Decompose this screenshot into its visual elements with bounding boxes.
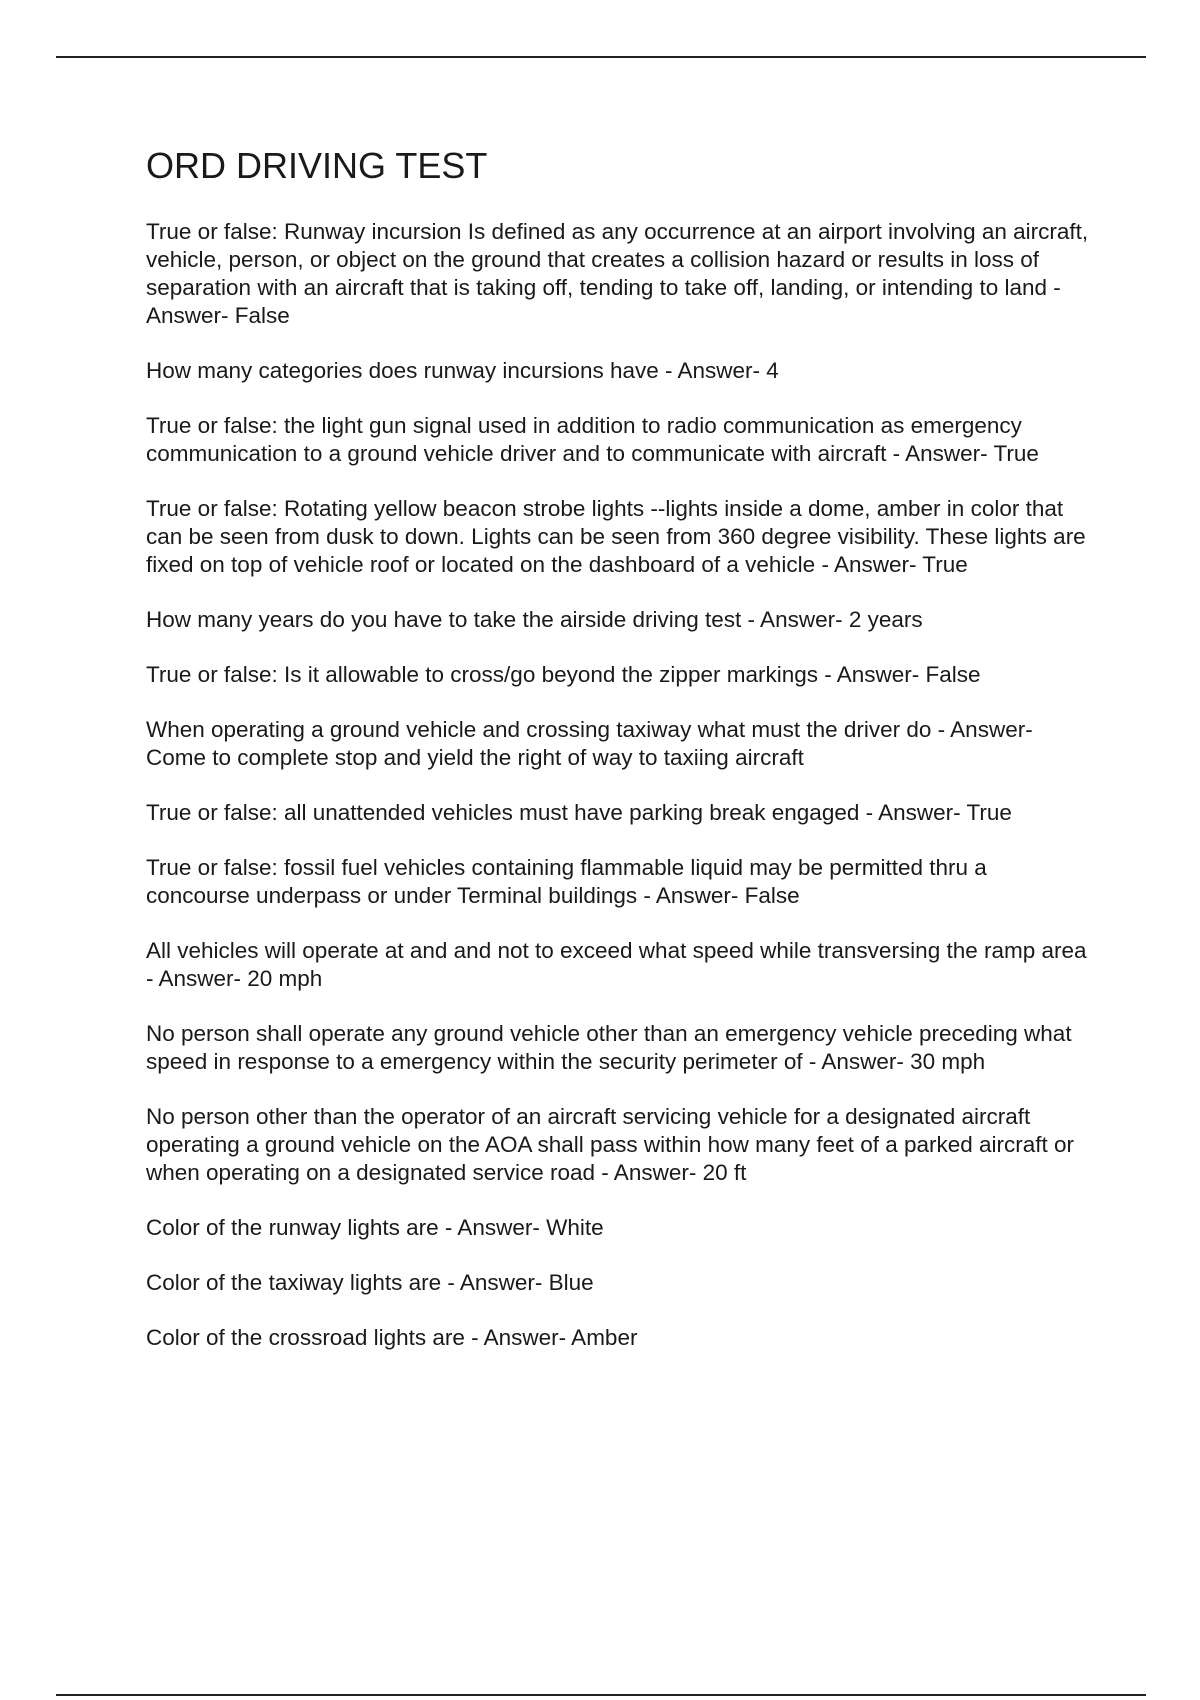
question-item: True or false: Rotating yellow beacon strobe lights --lights inside a dome, amber in color that can be seen from dusk to down. Lights can be seen from 360 degree visibility. These lights are fixed on top of vehicle roof or located on the dashboard of a vehicle - Answer- True	[146, 496, 1086, 577]
question-item: How many categories does runway incursions have - Answer- 4	[146, 358, 779, 383]
bottom-divider	[56, 1694, 1146, 1696]
question-item: True or false: fossil fuel vehicles containing flammable liquid may be permitted thru a concourse underpass or under Terminal buildings - Answer- False	[146, 855, 987, 908]
question-item: True or false: Is it allowable to cross/go beyond the zipper markings - Answer- False	[146, 662, 981, 687]
document-title: ORD DRIVING TEST	[146, 145, 488, 186]
question-item: True or false: Runway incursion Is defined as any occurrence at an airport involving an aircraft, vehicle, person, or object on the ground that creates a collision hazard or results in loss of separation with an aircraft that is taking off, tending to take off, landing, or intending to land - Answer- False	[146, 219, 1089, 328]
top-divider	[56, 56, 1146, 58]
question-item: True or false: the light gun signal used in addition to radio communication as emergency communication to a ground vehicle driver and to communicate with aircraft - Answer- True	[146, 413, 1039, 466]
question-item: All vehicles will operate at and and not to exceed what speed while transversing the ramp area - Answer- 20 mph	[146, 938, 1087, 991]
question-item: Color of the runway lights are - Answer- White	[146, 1215, 604, 1240]
question-item: Color of the taxiway lights are - Answer- Blue	[146, 1270, 594, 1295]
question-item: Color of the crossroad lights are - Answer- Amber	[146, 1325, 638, 1350]
question-item: No person shall operate any ground vehicle other than an emergency vehicle preceding what speed in response to a emergency within the security perimeter of - Answer- 30 mph	[146, 1021, 1072, 1074]
document-body	[146, 140, 1096, 1379]
question-item: When operating a ground vehicle and crossing taxiway what must the driver do - Answer- Come to complete stop and yield the right of way to taxiing aircraft	[146, 717, 1033, 770]
question-list	[146, 218, 1096, 1352]
question-item: No person other than the operator of an aircraft servicing vehicle for a designated aircraft operating a ground vehicle on the AOA shall pass within how many feet of a parked aircraft or when operating on a designated service road - Answer- 20 ft	[146, 1104, 1075, 1185]
question-item: How many years do you have to take the airside driving test - Answer- 2 years	[146, 607, 923, 632]
question-item: True or false: all unattended vehicles must have parking break engaged - Answer- True	[146, 800, 1012, 825]
